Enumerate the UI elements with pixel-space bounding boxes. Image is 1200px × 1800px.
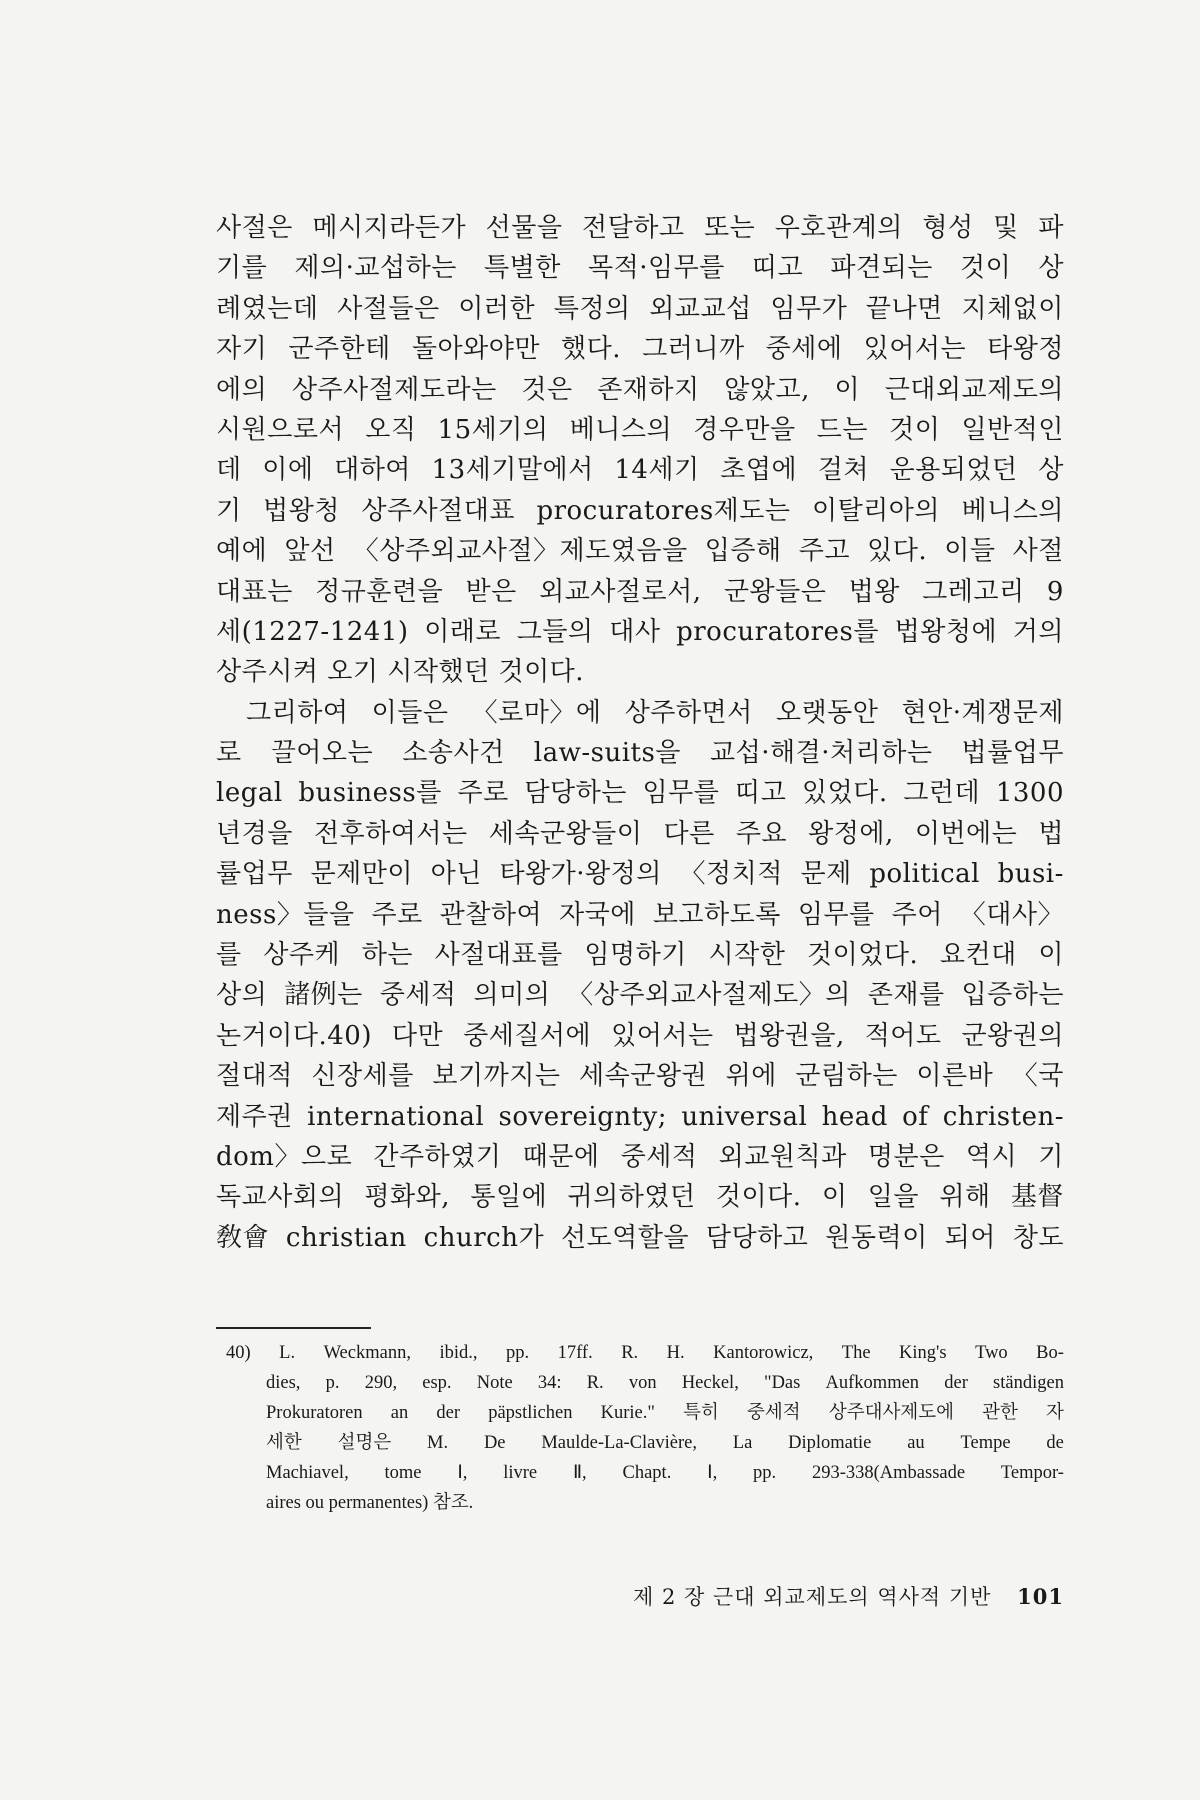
text-line: 자기 군주한테 돌아와야만 했다. 그러니까 중세에 있어서는 타왕정 <box>216 334 1064 365</box>
text-line: 제주권 international sovereignty; universal head of christen- <box>216 1101 1064 1132</box>
text-line: 례였는데 사절들은 이러한 특정의 외교교섭 임무가 끝나면 지체없이 <box>216 293 1064 324</box>
text-line: 논거이다.40) 다만 중세질서에 있어서는 법왕권을, 적어도 군왕권의 <box>216 1020 1064 1051</box>
page-number: 101 <box>1017 1584 1064 1609</box>
text-line: dom〉으로 간주하였기 때문에 중세적 외교원칙과 명분은 역시 기 <box>216 1141 1064 1172</box>
text-line: 세(1227-1241) 이래로 그들의 대사 procuratores를 법왕청에 거의 <box>216 616 1064 647</box>
footnote-block <box>226 1338 1064 1518</box>
running-head: 제 2 장 근대 외교제도의 역사적 기반 <box>633 1585 992 1609</box>
text-line: legal business를 주로 담당하는 임무를 띠고 있었다. 그런데 1300 <box>216 778 1064 809</box>
footnote-line: Machiavel, tome Ⅰ, livre Ⅱ, Chapt. Ⅰ, pp. 293-338(Ambassade Tempor- <box>266 1463 1064 1483</box>
text-line: 기 법왕청 상주사절대표 procuratores제도는 이탈리아의 베니스의 <box>216 495 1064 526</box>
text-line: 예에 앞선 〈상주외교사절〉제도였음을 입증해 주고 있다. 이들 사절 <box>216 536 1064 567</box>
footnote-line: 40) L. Weckmann, ibid., pp. 17ff. R. H. Kantorowicz, The King's Two Bo- <box>226 1343 1064 1363</box>
text-line: 년경을 전후하여서는 세속군왕들이 다른 주요 왕정에, 이번에는 법 <box>216 818 1064 849</box>
text-line: 시원으로서 오직 15세기의 베니스의 경우만을 드는 것이 일반적인 <box>216 414 1064 445</box>
text-line: 절대적 신장세를 보기까지는 세속군왕권 위에 군림하는 이른바 〈국 <box>216 1061 1064 1092</box>
text-line: 률업무 문제만이 아닌 타왕가·왕정의 〈정치적 문제 political busi- <box>216 859 1064 890</box>
text-line: 독교사회의 평화와, 통일에 귀의하였던 것이다. 이 일을 위해 基督 <box>216 1182 1064 1213</box>
text-line: 기를 제의·교섭하는 특별한 목적·임무를 띠고 파견되는 것이 상 <box>216 253 1064 284</box>
text-line: 데 이에 대하여 13세기말에서 14세기 초엽에 걸쳐 운용되었던 상 <box>216 455 1064 486</box>
footnote-line: 세한 설명은 M. De Maulde-La-Clavière, La Diplomatie au Tempe de <box>266 1433 1064 1453</box>
footnote-line: Prokuratoren an der päpstlichen Kurie." 특히 중세적 상주대사제도에 관한 자 <box>266 1403 1064 1423</box>
text-line: 상주시켜 오기 시작했던 것이다. <box>216 657 585 688</box>
text-line: 상의 諸例는 중세적 의미의 〈상주외교사절제도〉의 존재를 입증하는 <box>216 980 1064 1011</box>
footnote-line: aires ou permanentes) 참조. <box>266 1493 474 1513</box>
text-line: 敎會 christian church가 선도역할을 담당하고 원동력이 되어 창도 <box>216 1222 1064 1253</box>
text-line: 그리하여 이들은 〈로마〉에 상주하면서 오랫동안 현안·계쟁문제 <box>246 697 1064 728</box>
footnote-line: dies, p. 290, esp. Note 34: R. von Heckel, "Das Aufkommen der ständigen <box>266 1373 1064 1393</box>
footnote-divider <box>216 1327 371 1329</box>
text-line: 사절은 메시지라든가 선물을 전달하고 또는 우호관계의 형성 및 파 <box>216 213 1064 243</box>
main-text-block <box>216 208 1064 1258</box>
text-line: 에의 상주사절제도라는 것은 존재하지 않았고, 이 근대외교제도의 <box>216 374 1064 405</box>
text-line: 로 끌어오는 소송사건 law-suits을 교섭·해결·처리하는 법률업무 <box>216 738 1064 769</box>
text-line: ness〉들을 주로 관찰하여 자국에 보고하도록 임무를 주어 〈대사〉 <box>216 899 1064 930</box>
page-footer <box>633 1581 1064 1611</box>
text-line: 대표는 정규훈련을 받은 외교사절로서, 군왕들은 법왕 그레고리 9 <box>216 576 1064 607</box>
text-line: 를 상주케 하는 사절대표를 임명하기 시작한 것이었다. 요컨대 이 <box>216 940 1064 971</box>
